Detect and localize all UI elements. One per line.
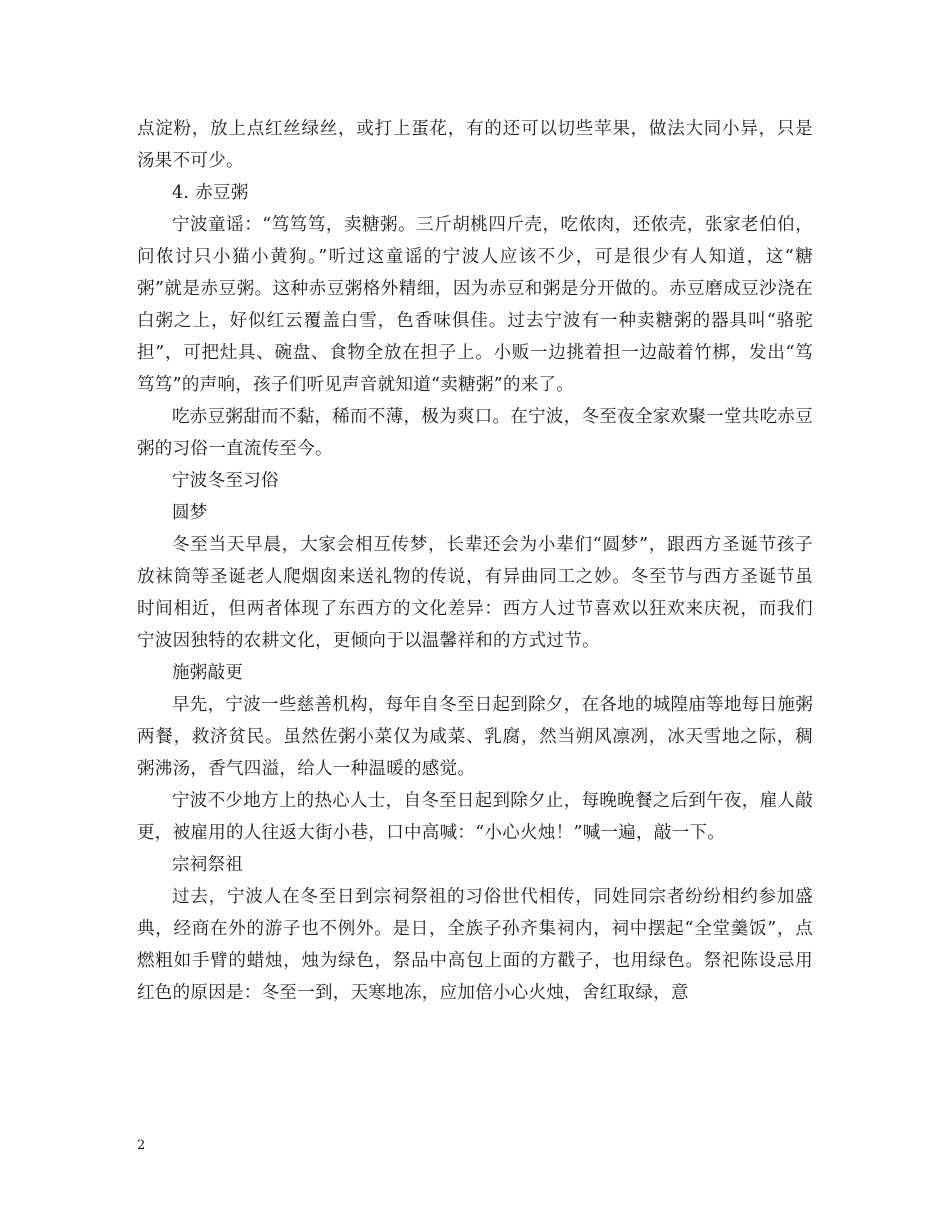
paragraph-shi-zhou: 早先，宁波一些慈善机构，每年自冬至日起到除夕，在各地的城隍庙等地每日施粥两餐，救济贫民。虽然佐粥小菜仅为咸菜、乳腐，然当朔风凛冽，冰天雪地之际，稠粥沸汤，香气四溢，给人一种温暖的感觉。 <box>137 695 813 779</box>
subheading-zong-ci-ji-zu: 宗祠祭祖 <box>172 855 244 875</box>
body-text <box>137 113 813 1009</box>
paragraph-chidou-taste: 吃赤豆粥甜而不黏，稀而不薄，极为爽口。在宁波，冬至夜全家欢聚一堂共吃赤豆粥的习俗一直流传至今。 <box>137 407 813 459</box>
paragraph-nursery-rhyme: 宁波童谣：“笃笃笃，卖糖粥。三斤胡桃四斤壳，吃侬肉，还侬壳，张家老伯伯，问侬讨只小猫小黄狗。”听过这童谣的宁波人应该不少，可是很少有人知道，这“糖粥”就是赤豆粥。这种赤豆粥格外精细，因为赤豆和粥是分开做的。赤豆磨成豆沙浇在白粥之上，好似红云覆盖白雪，色香味俱佳。过去宁波有一种卖糖粥的器具叫“骆驼担”，可把灶具、碗盘、食物全放在担子上。小贩一边挑着担一边敲着竹梆，发出“笃笃笃”的声响，孩子们听见声音就知道“卖糖粥”的来了。 <box>137 215 813 395</box>
page-number: 2 <box>137 1138 146 1153</box>
subheading-shi-zhou-qiao-geng: 施粥敲更 <box>172 663 244 683</box>
paragraph-zong-ci-ji-zu: 过去，宁波人在冬至日到宗祠祭祖的习俗世代相传，同姓同宗者纷纷相约参加盛典，经商在外的游子也不例外。是日，全族子孙齐集祠内，祠中摆起“全堂羹饭”，点燃粗如手臂的蜡烛，烛为绿色，祭品中高包上面的方戳子，也用绿色。祭祀陈设忌用红色的原因是：冬至一到，天寒地冻，应加倍小心火烛，舍红取绿，意 <box>137 887 813 1003</box>
section-heading-chidou-zhou: 4. 赤豆粥 <box>172 183 249 203</box>
section-heading-winter-solstice-customs: 宁波冬至习俗 <box>172 471 279 491</box>
subheading-yuan-meng: 圆梦 <box>172 503 208 523</box>
paragraph-qiao-geng: 宁波不少地方上的热心人士，自冬至日起到除夕止，每晚晚餐之后到午夜，雇人敲更，被雇用的人往返大街小巷，口中高喊：“小心火烛！”喊一遍，敲一下。 <box>137 791 813 843</box>
paragraph-yuan-meng: 冬至当天早晨，大家会相互传梦，长辈还会为小辈们“圆梦”，跟西方圣诞节孩子放袜筒等圣诞老人爬烟囱来送礼物的传说，有异曲同工之妙。冬至节与西方圣诞节虽时间相近，但两者体现了东西方的文化差异：西方人过节喜欢以狂欢来庆祝，而我们宁波因独特的农耕文化，更倾向于以温馨祥和的方式过节。 <box>137 535 813 651</box>
paragraph-continued: 点淀粉，放上点红丝绿丝，或打上蛋花，有的还可以切些苹果，做法大同小异，只是汤果不可少。 <box>137 119 813 171</box>
